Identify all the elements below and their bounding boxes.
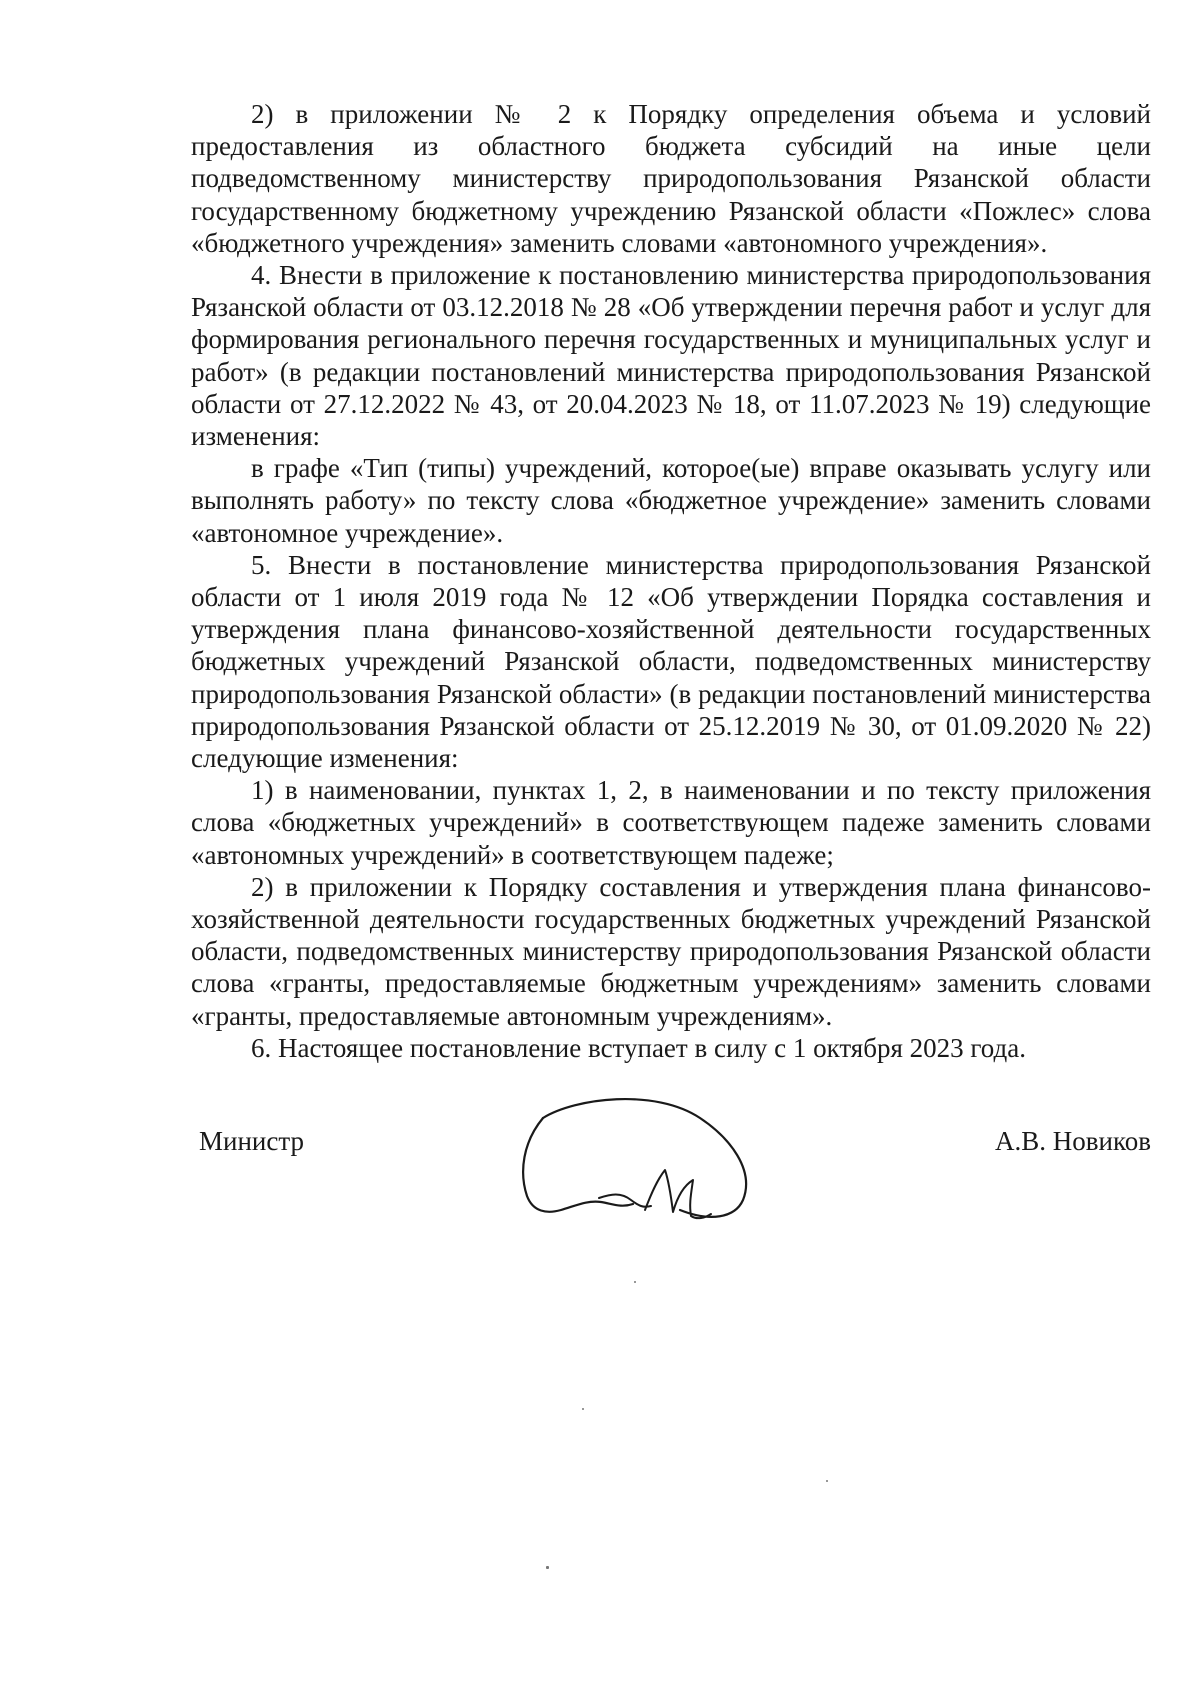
scan-speck [826,1480,828,1482]
scan-speck [634,1281,636,1283]
handwritten-signature [505,1090,755,1230]
signatory-title: Министр [199,1126,304,1156]
document-body [191,98,1151,1064]
paragraph-6: 6. Настоящее постановление вступает в силу с 1 октября 2023 года. [251,1032,1026,1063]
signatory-name: А.В. Новиков [995,1126,1151,1156]
paragraph-4: 4. Внести в приложение к постановлению министерства природопользования Рязанской области от 03.12.2018 № 28 «Об утверждении перечня работ и услуг для формирования регионального перечня государственных и муниципальных услуг и работ» (в редакции постановлений министерства природопользования Рязанской области от 27.12.2022 № 43, от 20.04.2023 № 18, от 11.07.2023 № 19) следующие изменения: [191,260,1151,452]
scan-speck [582,1408,584,1410]
paragraph-5-2: 2) в приложении к Порядку составления и утверждения плана финансово-хозяйственной деятельности государственных бюджетных учреждений Рязанской области, подведомственных министерству природопользования Рязанской области слова «гранты, предоставляемые бюджетным учреждениям» заменить словами «гранты, предоставляемые автономным учреждениям». [191,871,1151,1031]
scan-speck [546,1566,549,1569]
paragraph-5-1: 1) в наименовании, пунктах 1, 2, в наименовании и по тексту приложения слова «бюджетных учреждений» в соответствующем падеже заменить словами «автономных учреждений» в соответствующем падеже; [191,775,1151,870]
paragraph-5: 5. Внести в постановление министерства природопользования Рязанской области от 1 июля 2019 года № 12 «Об утверждении Порядка составления и утверждения плана финансово-хозяйственной деятельности государственных бюджетных учреждений Рязанской области, подведомственных министерству природопользования Рязанской области» (в редакции постановлений министерства природопользования Рязанской области от 25.12.2019 № 30, от 01.09.2020 № 22) следующие изменения: [191,549,1151,774]
paragraph-3-2: 2) в приложении № 2 к Порядку определения объема и условий предоставления из областного бюджета субсидий на иные цели подведомственному министерству природопользования Рязанской области государственному бюджетному учреждению Рязанской области «Пожлес» слова «бюджетного учреждения» заменить словами «автономного учреждения». [191,99,1151,258]
paragraph-4-change: в графе «Тип (типы) учреждений, которое(ые) вправе оказывать услугу или выполнять работу» по тексту слова «бюджетное учреждение» заменить словами «автономное учреждение». [191,453,1151,548]
